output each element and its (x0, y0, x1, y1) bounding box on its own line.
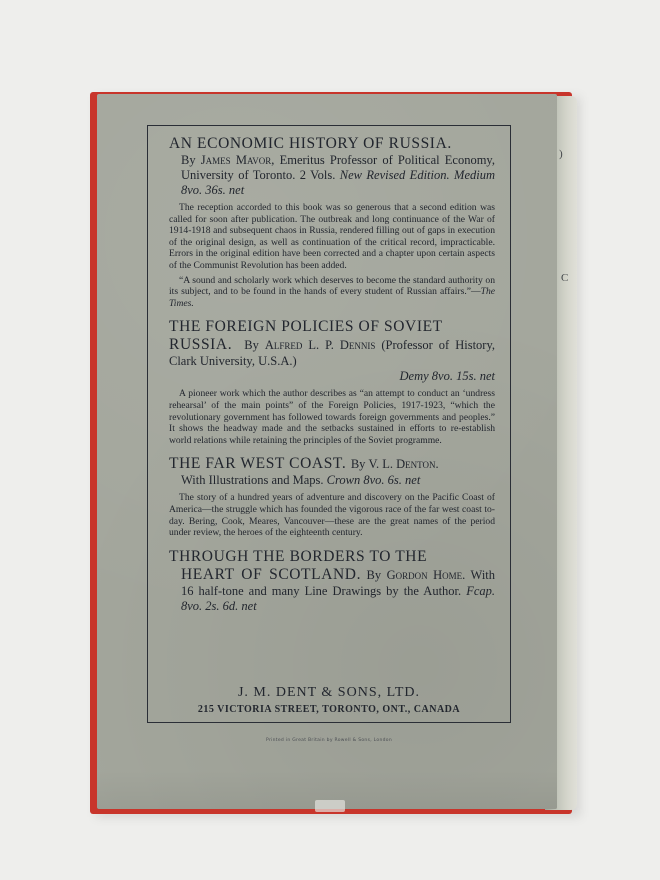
book-byline: By James Mavor, Emeritus Professor of Political Economy, University of Toronto. 2 Vols. New Revised Edition. Medium 8vo. 36s. net (181, 153, 495, 197)
book-review-quote: “A sound and scholarly work which deserves to become the standard authority on its subject, and to be found in the hands of every student of Russian affairs.”—The Times. (169, 274, 495, 309)
book-title: AN ECONOMIC HISTORY OF RUSSIA. (169, 135, 452, 152)
publisher-name: J. M. DENT & SONS, LTD. (237, 685, 421, 700)
book-byline: RUSSIA. By Alfred L. P. Dennis (Professor of History, Clark University, U.S.A.) (169, 336, 496, 369)
spine-glyph: ) (559, 148, 563, 160)
book-author: James Mavor (200, 153, 272, 167)
book-title: THROUGH THE BORDERS TO THE (169, 547, 428, 565)
book-byline: With Illustrations and Maps. Crown 8vo. 6s. net (181, 473, 421, 488)
book-price: Fcap. 8vo. 2s. 6d. net (181, 583, 496, 613)
printer-imprint: Printed in Great Britain by Rowell & Sons, London (266, 738, 392, 743)
advertisement-text (169, 135, 495, 614)
spine-glyph: C (561, 272, 569, 284)
jacket-chip (315, 800, 345, 812)
book-author: Alfred L. P. Dennis (264, 338, 376, 353)
book-price: Crown 8vo. 6s. net (326, 473, 421, 488)
publisher-block (147, 685, 511, 716)
book-description: The story of a hundred years of adventure and discovery on the Pacific Coast of America—the struggle which has founded the vigorous race of the far west coast to-day. Bering, Cook, Meares, Vancouver—these are the great names of the period under review, the heroes of the eighteenth century. (169, 492, 495, 539)
book-description: The reception accorded to this book was so generous that a second edition was called for soon after publication. The outbreak and long continuance of the War of 1914-1918 and subsequent chaos in Russia, rendered filling out of gaps in execution of the original design, as well as continuation of the critical record, impracticable. Errors in the original edition have been corrected and a chapter upon certain aspects of the Communist Revolution has been added. (169, 202, 495, 271)
publisher-address: 215 VICTORIA STREET, TORONTO, ONT., CANADA (197, 704, 461, 715)
book-title: THE FOREIGN POLICIES OF SOVIET (169, 318, 443, 336)
book-title: THE FAR WEST COAST. By V. L. Denton. (169, 455, 439, 473)
book-price: Demy 8vo. 15s. net (399, 369, 495, 384)
book-author: V. L. Denton. (368, 457, 439, 472)
book-author: Gordon Home. (386, 567, 466, 582)
quote-source: The Times. (169, 286, 495, 309)
book-byline: HEART OF SCOTLAND. By Gordon Home. With 16 half-tone and many Line Drawings by the Author. Fcap. 8vo. 2s. 6d. net (181, 565, 496, 613)
book-description: A pioneer work which the author describes as “an attempt to conduct an ‘undress rehearsal’ of the main points” of the Foreign Policies, 1917-1923, “which the revolutionary government has followed towards foreign governments and peoples.” It shows the headway made and the setbacks sustained in efforts to re-establish world relations while retaining the principles of the Soviet programme. (169, 388, 495, 446)
